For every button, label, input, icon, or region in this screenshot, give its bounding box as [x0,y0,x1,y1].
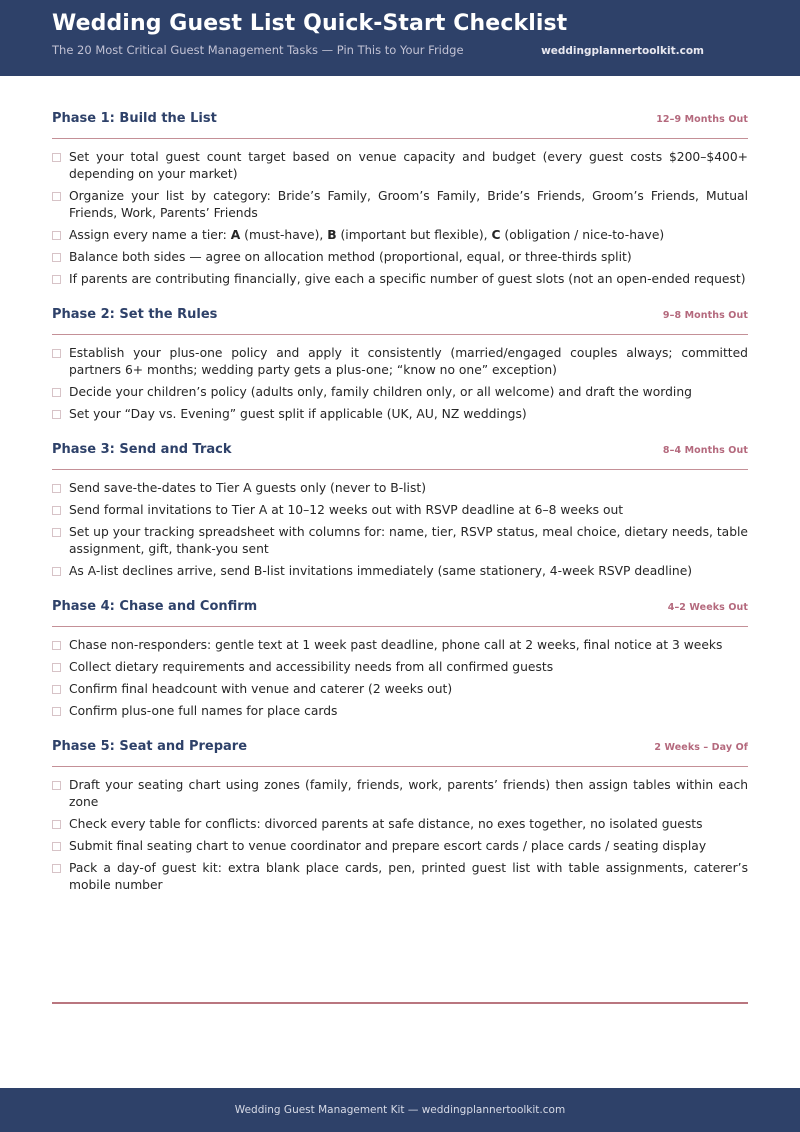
checkbox-icon[interactable] [52,781,61,790]
phase-divider [52,469,748,470]
checklist-item-label: Decide your children’s policy (adults only, family children only, or all welcome) and draft the wording [69,385,692,399]
phase-section [52,738,748,894]
phase-header [52,306,748,324]
checklist-item-label: Collect dietary requirements and accessibility needs from all confirmed guests [69,660,554,674]
checklist-item-label: Confirm plus-one full names for place cards [69,704,338,718]
checkbox-icon[interactable] [52,153,61,162]
checklist-item-label: Submit final seating chart to venue coordinator and prepare escort cards / place cards / seating display [69,839,707,853]
checklist-item[interactable] [52,188,748,222]
phase-title: Phase 3: Send and Track [52,442,232,457]
checklist-item[interactable] [52,563,748,580]
checklist-item[interactable] [52,860,748,894]
checklist-items [52,345,748,423]
checklist-item[interactable] [52,149,748,183]
checklist-items [52,777,748,894]
phase-divider [52,138,748,139]
checklist-items [52,149,748,288]
checkbox-icon[interactable] [52,192,61,201]
checkbox-icon[interactable] [52,864,61,873]
checklist-item[interactable] [52,838,748,855]
checklist-item-label: Send formal invitations to Tier A at 10–12 weeks out with RSVP deadline at 6–8 weeks out [69,503,624,517]
checkbox-icon[interactable] [52,842,61,851]
page-title: Wedding Guest List Quick-Start Checklist [52,11,568,36]
checklist-item[interactable] [52,406,748,423]
phase-section [52,306,748,423]
checklist-item-label: Set up your tracking spreadsheet with columns for: name, tier, RSVP status, meal choice, dietary needs, table assignment, gift, thank-you sent [69,525,748,556]
phase-timing-badge: 12–9 Months Out [656,114,748,125]
checklist-item-label: As A-list declines arrive, send B-list invitations immediately (same stationery, 4-week RSVP deadline) [69,564,693,578]
phase-timing-badge: 2 Weeks – Day Of [654,742,748,753]
checklist-item-label: Send save-the-dates to Tier A guests only (never to B-list) [69,481,426,495]
phase-header [52,738,748,756]
page-spacer [0,1004,800,1088]
checklist-item[interactable] [52,384,748,401]
checklist-item-label: Pack a day-of guest kit: extra blank place cards, pen, printed guest list with table assignments, caterer’s mobile number [69,861,748,892]
checklist-item-label: Check every table for conflicts: divorced parents at safe distance, no exes together, no isolated guests [69,817,703,831]
phase-timing-badge: 8–4 Months Out [662,445,748,456]
checklist-item[interactable] [52,271,748,288]
phase-header [52,598,748,616]
checklist-item-label: Chase non-responders: gentle text at 1 week past deadline, phone call at 2 weeks, final notice at 3 weeks [69,638,723,652]
page-header [0,0,800,76]
checkbox-icon[interactable] [52,641,61,650]
checklist-item-label: Set your total guest count target based on venue capacity and budget (every guest costs $200–$400+ depending on your market) [69,150,748,181]
checklist-item[interactable] [52,816,748,833]
checkbox-icon[interactable] [52,685,61,694]
checklist-item[interactable] [52,703,748,720]
checklist-item[interactable] [52,777,748,811]
checklist-item[interactable] [52,524,748,558]
checkbox-icon[interactable] [52,707,61,716]
footer-text: Wedding Guest Management Kit — weddingplannertoolkit.com [234,1104,566,1116]
checklist-item-label: Draft your seating chart using zones (family, friends, work, parents’ friends) then assign tables within each zone [69,778,748,809]
phase-divider [52,334,748,335]
checkbox-icon[interactable] [52,388,61,397]
checklist-item-label: Balance both sides — agree on allocation method (proportional, equal, or three-thirds split) [69,250,632,264]
page-footer [0,1088,800,1132]
checklist-item-label: Establish your plus-one policy and apply it consistently (married/engaged couples always; committed partners 6+ months; wedding party gets a plus-one; “know no one” exception) [69,346,748,377]
phase-timing-badge: 4–2 Weeks Out [667,602,748,613]
checklist-content [0,76,800,978]
phase-divider [52,766,748,767]
checkbox-icon[interactable] [52,349,61,358]
checklist-items [52,480,748,580]
checklist-item[interactable] [52,227,748,244]
checkbox-icon[interactable] [52,253,61,262]
checklist-item[interactable] [52,502,748,519]
phase-title: Phase 5: Seat and Prepare [52,739,248,754]
phase-header [52,441,748,459]
checklist-item[interactable] [52,681,748,698]
phase-title: Phase 4: Chase and Confirm [52,599,258,614]
checkbox-icon[interactable] [52,484,61,493]
phase-title: Phase 1: Build the List [52,111,217,126]
checkbox-icon[interactable] [52,410,61,419]
checklist-item-label: Organize your list by category: Bride’s Family, Groom’s Family, Bride’s Friends, Groom’s Friends, Mutual Friends, Work, Parents’ Friends [69,189,748,220]
phase-section [52,598,748,720]
phase-section [52,441,748,580]
checklist-item-label: Set your “Day vs. Evening” guest split if applicable (UK, AU, NZ weddings) [69,407,527,421]
checklist-item[interactable] [52,659,748,676]
checkbox-icon[interactable] [52,506,61,515]
checklist-item[interactable] [52,480,748,497]
checklist-item[interactable] [52,249,748,266]
phase-timing-badge: 9–8 Months Out [662,310,748,321]
checklist-item-label: If parents are contributing financially, give each a specific number of guest slots (not an open-ended request) [69,272,746,286]
page-subtitle: The 20 Most Critical Guest Management Tasks — Pin This to Your Fridge [52,43,464,57]
phase-header [52,110,748,128]
checkbox-icon[interactable] [52,567,61,576]
checkbox-icon[interactable] [52,528,61,537]
checklist-items [52,637,748,720]
checklist-item-label: Confirm final headcount with venue and caterer (2 weeks out) [69,682,453,696]
checklist-item-label: Assign every name a tier: A (must-have), B (important but flexible), C (obligation / nice-to-have) [69,228,665,242]
checkbox-icon[interactable] [52,275,61,284]
checklist-item[interactable] [52,637,748,654]
phase-section [52,110,748,288]
checkbox-icon[interactable] [52,663,61,672]
checklist-item[interactable] [52,345,748,379]
header-subrow [52,42,748,59]
checkbox-icon[interactable] [52,820,61,829]
checkbox-icon[interactable] [52,231,61,240]
brand-url: weddingplannertoolkit.com [541,45,704,57]
phase-divider [52,626,748,627]
phase-title: Phase 2: Set the Rules [52,307,218,322]
